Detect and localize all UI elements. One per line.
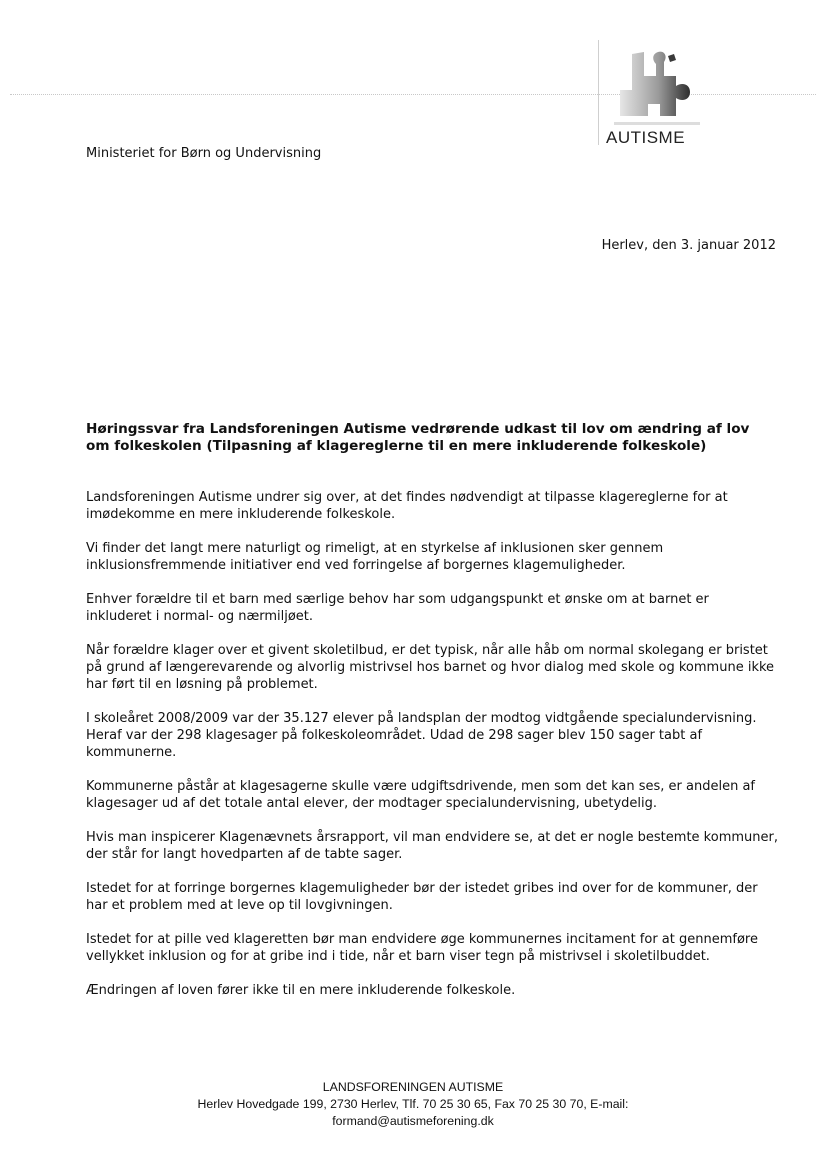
- footer-email: formand@autismeforening.dk: [332, 1114, 494, 1128]
- letter-subject: Høringssvar fra Landsforeningen Autisme vedrørende udkast til lov om ændring af lov om folkeskolen (Tilpasning af klagereglerne til en mere inkluderende folkeskole): [86, 421, 750, 454]
- logo-wordmark: AUTISME: [606, 128, 686, 147]
- letter-footer: [0, 1079, 826, 1130]
- footer-organization: LANDSFORENINGEN AUTISME: [322, 1080, 504, 1094]
- body-paragraph: Når forældre klager over et givent skoletilbud, er det typisk, når alle håb om normal skolegang er bristet på grund af længerevarende og alvorlig mistrivsel hos barnet og hvor dialog med skole og kommune ikke har ført til en løsning på problemet.: [86, 643, 775, 692]
- body-paragraph: I skoleåret 2008/2009 var der 35.127 elever på landsplan der modtog vidtgående specialundervisning. Heraf var der 298 klagesager på folkeskoleområdet. Udad de 298 sager blev 150 sager tabt af kommunerne.: [86, 711, 757, 760]
- organization-logo: [598, 40, 708, 155]
- body-paragraph: Kommunerne påstår at klagesagerne skulle være udgiftsdrivende, men som det kan ses, er andelen af klagesager ud af det totale antal elever, der modtager specialundervisning, ubetydelig.: [86, 779, 755, 811]
- body-paragraph: Landsforeningen Autisme undrer sig over, at det findes nødvendigt at tilpasse klagereglerne for at imødekomme en mere inkluderende folkeskole.: [86, 490, 728, 522]
- logo-divider: [598, 40, 599, 145]
- body-paragraph: Istedet for at forringe borgernes klagemuligheder bør der istedet gribes ind over for de kommuner, der har et problem med at leve op til lovgivningen.: [86, 881, 758, 913]
- puzzle-piece-icon: [610, 46, 704, 128]
- body-paragraph: Istedet for at pille ved klageretten bør man endvidere øge kommunernes incitament for at gennemføre vellykket inklusion og for at gribe ind i tide, når et barn viser tegn på mistrivsel i skoletilbuddet.: [86, 932, 758, 964]
- letter-body: [86, 489, 778, 1016]
- recipient-address: Ministeriet for Børn og Undervisning: [86, 146, 322, 161]
- footer-address: Herlev Hovedgade 199, 2730 Herlev, Tlf. 70 25 30 65, Fax 70 25 30 70, E-mail:: [197, 1097, 629, 1111]
- body-paragraph: Vi finder det langt mere naturligt og rimeligt, at en styrkelse af inklusionen sker gennem inklusionsfremmende initiativer end ved forringelse af borgernes klagemuligheder.: [86, 541, 664, 573]
- body-paragraph: Ændringen af loven fører ikke til en mere inkluderende folkeskole.: [86, 983, 516, 998]
- body-paragraph: Hvis man inspicerer Klagenævnets årsrapport, vil man endvidere se, at det er nogle bestemte kommuner, der står for langt hovedparten af de tabte sager.: [86, 830, 778, 862]
- body-paragraph: Enhver forældre til et barn med særlige behov har som udgangspunkt et ønske om at barnet er inkluderet i normal- og nærmiljøet.: [86, 592, 709, 624]
- letter-date: Herlev, den 3. januar 2012: [601, 238, 776, 253]
